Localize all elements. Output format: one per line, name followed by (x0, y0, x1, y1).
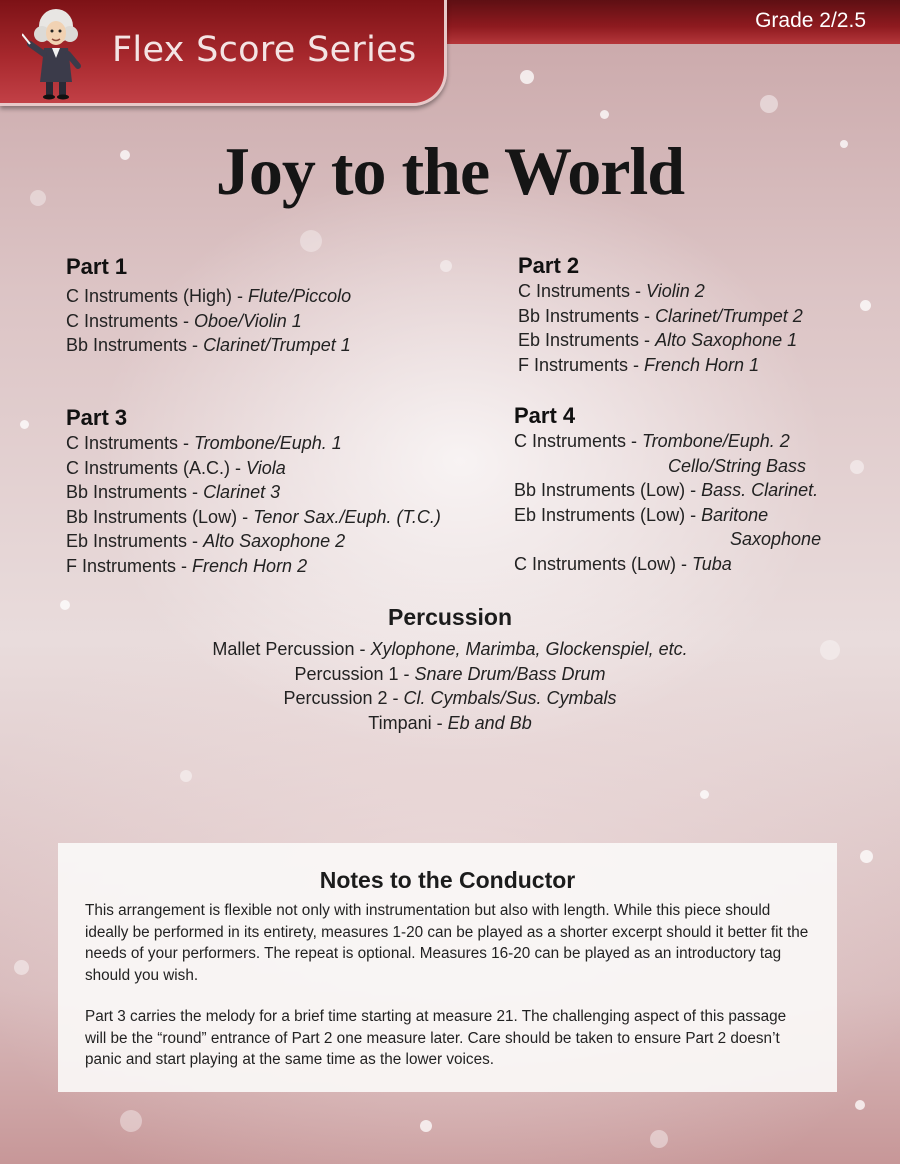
instrument-line: C Instruments (High) - Flute/Piccolo (66, 286, 352, 306)
instrument-line: Bb Instruments - Clarinet 3 (66, 482, 281, 503)
instrument-line: Bb Instruments - Clarinet/Trumpet 2 (518, 305, 803, 326)
part-3-section (66, 405, 441, 579)
instrument-line: Percussion 1 - Snare Drum/Bass Drum (294, 663, 606, 684)
instrument-line: C Instruments (A.C.) - Viola (66, 457, 286, 478)
percussion-section (0, 604, 900, 735)
instrument-line: C Instruments - Trombone/Euph. 1 (66, 433, 342, 453)
instrument-line: Timpani - Eb and Bb (368, 712, 532, 733)
part-heading: Part 1 (66, 254, 128, 279)
instrument-line: Eb Instruments - Alto Saxophone 1 (518, 330, 798, 351)
instrument-line: Bb Instruments - Clarinet/Trumpet 1 (66, 335, 351, 356)
series-banner (0, 0, 447, 106)
series-title: Flex Score Series (112, 30, 417, 70)
instrument-line: Eb Instruments (Low) - Baritone (514, 504, 769, 525)
part-heading: Part 3 (66, 405, 128, 430)
grade-label: Grade 2/2.5 (755, 9, 866, 32)
notes-heading: Notes to the Conductor (319, 867, 576, 893)
instrument-line: C Instruments (Low) - Tuba (514, 553, 732, 574)
notes-paragraph: Part 3 carries the melody for a brief time starting at measure 21. The challenging aspect of this passage will be the “round” entrance of Part 2 one measure later. Care should be taken to ensure Part 2 doesn’t panic and start playing at the same time as the lower voices. (85, 1008, 787, 1068)
page-title: Joy to the World (215, 133, 685, 209)
instrument-line: C Instruments - Oboe/Violin 1 (66, 310, 302, 331)
instrument-line: Bb Instruments (Low) - Bass. Clarinet. (514, 480, 819, 501)
instrument-line-continued: Saxophone (730, 529, 822, 550)
instrument-line: C Instruments - Trombone/Euph. 2 (514, 431, 790, 451)
instrument-line: Bb Instruments (Low) - Tenor Sax./Euph. (T.C.) (66, 506, 441, 527)
part-heading: Part 4 (514, 403, 576, 428)
instrument-line: Mallet Percussion - Xylophone, Marimba, Glockenspiel, etc. (212, 639, 688, 659)
instrument-line: Percussion 2 - Cl. Cymbals/Sus. Cymbals (283, 688, 617, 709)
instrument-line: C Instruments - Violin 2 (518, 281, 705, 301)
conductor-notes-box (58, 843, 837, 1092)
part-4-section (514, 403, 821, 577)
part-2-section (518, 253, 803, 377)
percussion-heading: Percussion (388, 604, 512, 630)
instrument-line: F Instruments - French Horn 1 (518, 354, 760, 375)
part-heading: Part 2 (518, 253, 580, 278)
notes-paragraph: This arrangement is flexible not only with instrumentation but also with length. While this piece should ideally be performed in its entirety, measures 1-20 can be played as a shorter excerpt should it better fit the needs of your performers. The repeat is optional. Measures 16-20 can be played as an introductory tag should you wish. (85, 902, 809, 984)
conductor-mascot-icon (22, 4, 94, 100)
instrument-line: Eb Instruments - Alto Saxophone 2 (66, 531, 346, 552)
instrument-line-continued: Cello/String Bass (668, 455, 807, 476)
instrument-line: F Instruments - French Horn 2 (66, 555, 308, 576)
part-1-section (66, 254, 351, 358)
